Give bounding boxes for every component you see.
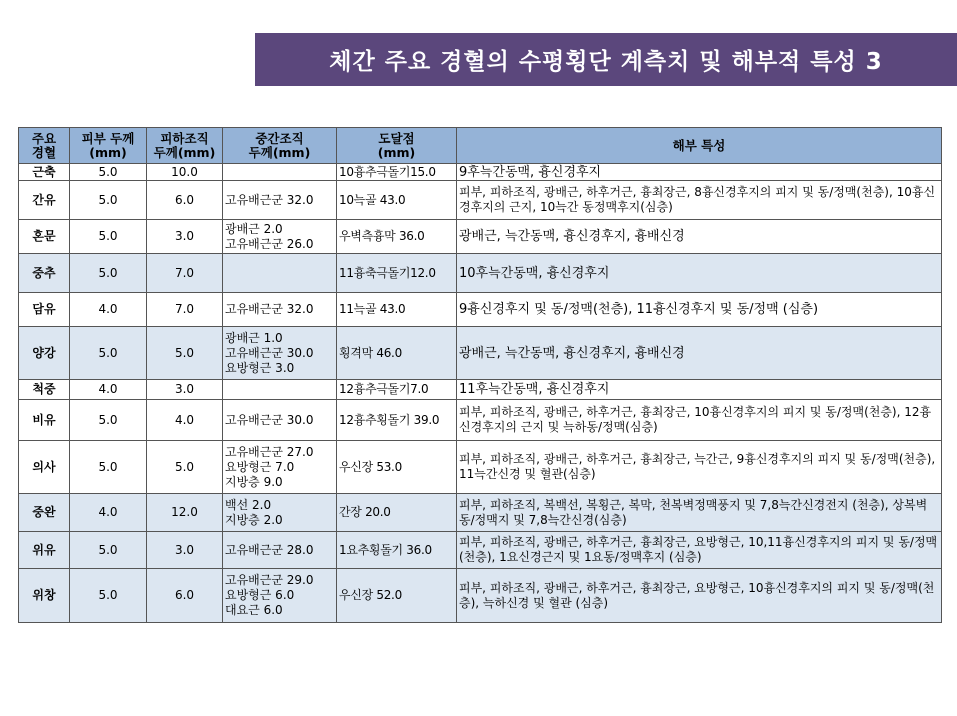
subcut-thickness: 10.0	[147, 164, 223, 181]
middle-tissue	[223, 164, 337, 181]
skin-thickness: 5.0	[70, 532, 147, 569]
skin-thickness: 4.0	[70, 293, 147, 327]
table-row	[19, 181, 942, 220]
reach-point: 횡격막 46.0	[337, 327, 457, 380]
anatomy-features: 9흉신경후지 및 동/정맥(천층), 11흉신경후지 및 동/정맥 (심층)	[457, 293, 942, 327]
table-row	[19, 220, 942, 254]
reach-point: 간장 20.0	[337, 494, 457, 532]
subcut-thickness: 7.0	[147, 254, 223, 293]
anatomy-features: 피부, 피하조직, 광배근, 하후거근, 흉최장근, 10흉신경후지의 피지 및 동/정맥(천층), 12흉신경후지의 근지 및 늑하동/정맥(심층)	[457, 400, 942, 441]
anatomy-features: 피부, 피하조직, 광배근, 하후거근, 흉최장근, 늑간근, 9흉신경후지의 피지 및 동/정맥(천층), 11늑간신경 및 혈관(심층)	[457, 441, 942, 494]
point-name: 양강	[19, 327, 70, 380]
acupoint-table	[18, 127, 942, 623]
header-middle: 중간조직 두께(mm)	[223, 128, 337, 164]
anatomy-features: 9후늑간동맥, 흉신경후지	[457, 164, 942, 181]
table-row	[19, 293, 942, 327]
header-skin: 피부 두께 (mm)	[70, 128, 147, 164]
point-name: 척중	[19, 380, 70, 400]
anatomy-features: 11후늑간동맥, 흉신경후지	[457, 380, 942, 400]
point-name: 비유	[19, 400, 70, 441]
header-anatomy: 해부 특성	[457, 128, 942, 164]
middle-tissue: 고유배근군 27.0 요방형근 7.0 지방층 9.0	[223, 441, 337, 494]
skin-thickness: 4.0	[70, 380, 147, 400]
point-name: 위창	[19, 569, 70, 623]
middle-tissue	[223, 380, 337, 400]
skin-thickness: 5.0	[70, 254, 147, 293]
middle-tissue: 백선 2.0 지방층 2.0	[223, 494, 337, 532]
anatomy-features: 광배근, 늑간동맥, 흉신경후지, 흉배신경	[457, 327, 942, 380]
table-row	[19, 494, 942, 532]
anatomy-features: 10후늑간동맥, 흉신경후지	[457, 254, 942, 293]
page-title: 체간 주요 경혈의 수평횡단 계측치 및 해부적 특성 3	[329, 49, 883, 75]
point-name: 간유	[19, 181, 70, 220]
skin-thickness: 5.0	[70, 441, 147, 494]
point-name: 중완	[19, 494, 70, 532]
subcut-thickness: 3.0	[147, 532, 223, 569]
skin-thickness: 5.0	[70, 164, 147, 181]
header-subcut: 피하조직 두께(mm)	[147, 128, 223, 164]
header-reach: 도달점 (mm)	[337, 128, 457, 164]
table-row	[19, 400, 942, 441]
table-row	[19, 532, 942, 569]
point-name: 위유	[19, 532, 70, 569]
point-name: 중추	[19, 254, 70, 293]
table-row	[19, 569, 942, 623]
middle-tissue: 고유배근군 29.0 요방형근 6.0 대요근 6.0	[223, 569, 337, 623]
skin-thickness: 5.0	[70, 400, 147, 441]
reach-point: 10흉추극돌기15.0	[337, 164, 457, 181]
subcut-thickness: 7.0	[147, 293, 223, 327]
anatomy-features: 피부, 피하조직, 광배근, 하후거근, 흉최장근, 8흉신경후지의 피지 및 동/정맥(천층), 10흉신경후지의 근지, 10늑간 동정맥후지(심층)	[457, 181, 942, 220]
table-body	[19, 164, 942, 623]
skin-thickness: 4.0	[70, 494, 147, 532]
point-name: 의사	[19, 441, 70, 494]
table-row	[19, 164, 942, 181]
subcut-thickness: 5.0	[147, 327, 223, 380]
subcut-thickness: 6.0	[147, 569, 223, 623]
subcut-thickness: 3.0	[147, 380, 223, 400]
reach-point: 우신장 53.0	[337, 441, 457, 494]
middle-tissue: 고유배근군 32.0	[223, 293, 337, 327]
skin-thickness: 5.0	[70, 220, 147, 254]
subcut-thickness: 5.0	[147, 441, 223, 494]
reach-point: 우벽측흉막 36.0	[337, 220, 457, 254]
subcut-thickness: 6.0	[147, 181, 223, 220]
reach-point: 12흉추횡돌기 39.0	[337, 400, 457, 441]
point-name: 혼문	[19, 220, 70, 254]
skin-thickness: 5.0	[70, 569, 147, 623]
point-name: 담유	[19, 293, 70, 327]
table-row	[19, 380, 942, 400]
anatomy-features: 피부, 피하조직, 복백선, 복횡근, 복막, 천복벽정맥풍지 및 7,8늑간신경전지 (천층), 상복벽동/정맥지 및 7,8늑간신경(심층)	[457, 494, 942, 532]
subcut-thickness: 12.0	[147, 494, 223, 532]
reach-point: 11흉축극돌기12.0	[337, 254, 457, 293]
middle-tissue: 고유배근군 28.0	[223, 532, 337, 569]
middle-tissue: 광배근 2.0 고유배근군 26.0	[223, 220, 337, 254]
point-name: 근축	[19, 164, 70, 181]
reach-point: 1요추횡돌기 36.0	[337, 532, 457, 569]
anatomy-features: 피부, 피하조직, 광배근, 하후거근, 흉최장근, 요방형근, 10흉신경후지의 피지 및 동/정맥(천층), 늑하신경 및 혈관 (심층)	[457, 569, 942, 623]
reach-point: 12흉추극돌기7.0	[337, 380, 457, 400]
reach-point: 10늑골 43.0	[337, 181, 457, 220]
table-row	[19, 441, 942, 494]
title-bar	[255, 33, 957, 86]
middle-tissue	[223, 254, 337, 293]
subcut-thickness: 3.0	[147, 220, 223, 254]
skin-thickness: 5.0	[70, 181, 147, 220]
reach-point: 우신장 52.0	[337, 569, 457, 623]
middle-tissue: 고유배근군 32.0	[223, 181, 337, 220]
table-header-row	[19, 128, 942, 164]
header-point: 주요 경혈	[19, 128, 70, 164]
middle-tissue: 고유배근군 30.0	[223, 400, 337, 441]
anatomy-features: 광배근, 늑간동맥, 흉신경후지, 흉배신경	[457, 220, 942, 254]
skin-thickness: 5.0	[70, 327, 147, 380]
middle-tissue: 광배근 1.0 고유배근군 30.0 요방형근 3.0	[223, 327, 337, 380]
table-row	[19, 327, 942, 380]
anatomy-features: 피부, 피하조직, 광배근, 하후거근, 흉최장근, 요방형근, 10,11흉신경후지의 피지 및 동/정맥(천층), 1요신경근지 및 1요동/정맥후지 (심층)	[457, 532, 942, 569]
table-row	[19, 254, 942, 293]
reach-point: 11늑골 43.0	[337, 293, 457, 327]
subcut-thickness: 4.0	[147, 400, 223, 441]
